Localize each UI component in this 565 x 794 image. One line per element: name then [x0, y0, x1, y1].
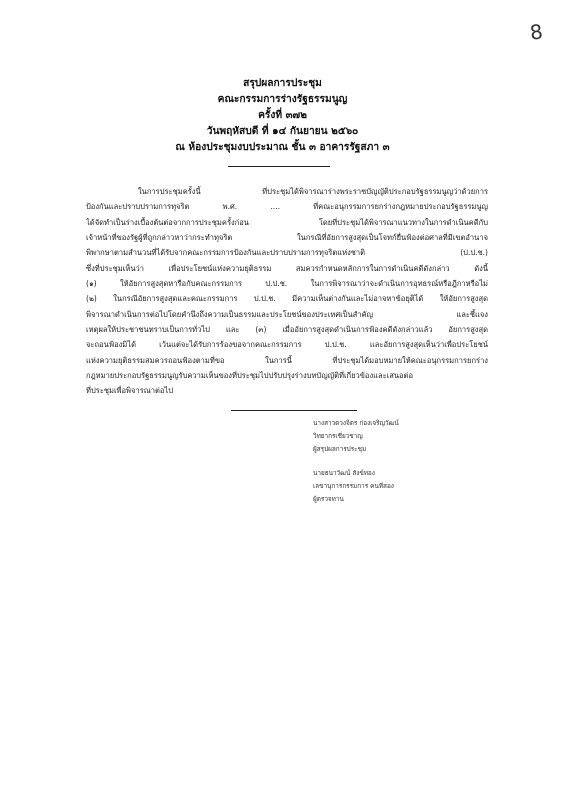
- body-line: (๒) ในกรณีอัยการสูงสุดและคณะกรรมการ ป.ป.ช. มีความเห็นต่างกันและไม่อาจหาข้อยุติได้ ให้อัยการสูงสุด: [86, 294, 488, 304]
- body-line: กฎหมายประกอบรัฐธรรมนูญรับความเห็นของที่ประชุมไปปรับปรุงร่างบทบัญญัติที่เกี่ยวข้องและเสนอต่อ: [86, 371, 413, 381]
- body-line: พิจารณาดำเนินการต่อไปโดยคำนึงถึงความเป็นธรรมและประโยชน์ของประเทศเป็นสำคัญ และชี้แจง: [86, 309, 488, 319]
- header-divider: [228, 166, 330, 167]
- body-line: เจ้าหน้าที่ของรัฐผู้ที่ถูกกล่าวหาว่ากระทำทุจริต ในกรณีที่อัยการสูงสุดเป็นโจทก์ยื่นฟ้องต่อศาลที่มีเขตอำนาจ: [86, 233, 488, 243]
- signer-position: วิทยากรเชี่ยวชาญ: [313, 432, 363, 441]
- document-header: [0, 76, 565, 156]
- body-line: ซึ่งที่ประชุมเห็นว่า เพื่อประโยชน์แห่งความยุติธรรม สมควรกำหนดหลักการในการดำเนินคดีดังกล่าว ดังนี้: [86, 263, 488, 273]
- meeting-venue: ณ ห้องประชุมงบประมาณ ชั้น ๓ อาคารรัฐสภา ๓: [175, 142, 390, 153]
- signature-divider: [231, 410, 357, 411]
- session-number: ครั้งที่ ๓๗๒: [258, 110, 307, 121]
- page-number-mark: 8: [528, 19, 545, 45]
- signer-role: ผู้สรุปผลการประชุม: [313, 445, 367, 454]
- body-line: (๑) ให้อัยการสูงสุดหารือกับคณะกรรมการ ป.ป.ช. ในการพิจารณาว่าจะดำเนินการอุทธรณ์หรือฎีกาหรือไม่: [86, 279, 488, 289]
- signer-name: นายธนาวัฒน์ สังข์ทอง: [313, 469, 375, 477]
- meeting-date: วันพฤหัสบดี ที่ ๑๔ กันยายน ๒๕๖๐: [206, 126, 359, 137]
- document-title: สรุปผลการประชุม: [243, 78, 322, 89]
- signature-block-summarizer: [313, 417, 399, 457]
- signer-role: ผู้ตรวจทาน: [313, 495, 344, 504]
- body-line: จะถอนฟ้องมิได้ เว้นแต่จะได้รับการร้องขอจากคณะกรรมการ ป.ป.ช. และอัยการสูงสุดเห็นว่าเพื่อประโยชน์: [86, 340, 488, 350]
- signer-position: เลขานุการกรรมการ คนที่สอง: [313, 482, 394, 491]
- body-line: ในการประชุมครั้งนี้ ที่ประชุมได้พิจารณาร่างพระราชบัญญัติประกอบรัฐธรรมนูญว่าด้วยการ: [138, 187, 488, 196]
- summary-body: [86, 184, 488, 399]
- body-line: พิพากษาตามสำนวนที่ได้รับจากคณะกรรมการป้องกันและปราบปรามการทุจริตแห่งชาติ (ป.ป.ช.): [86, 248, 488, 258]
- body-line: ได้จัดทำเป็นร่างเบื้องต้นต่อจากการประชุมครั้งก่อน โดยที่ประชุมได้พิจารณาแนวทางในการดำเนินคดีกับ: [86, 217, 488, 227]
- body-line: แห่งความยุติธรรมสมควรถอนฟ้องตามที่ขอ ในการนี้ ที่ประชุมได้มอบหมายให้คณะอนุกรรมการยกร่าง: [86, 355, 488, 365]
- body-line: เหตุผลให้ประชาชนทราบเป็นการทั่วไป และ (๓) เมื่ออัยการสูงสุดดำเนินการฟ้องคดีดังกล่าวแล้ว อัยการสูงสุด: [86, 325, 488, 335]
- signature-block-reviewer: [313, 467, 394, 507]
- committee-name: คณะกรรมการร่างรัฐธรรมนูญ: [217, 94, 348, 105]
- signer-name: นางสาวดวงจิตร ก่องเจริญวัฒน์: [313, 419, 399, 427]
- body-line: ที่ประชุมเพื่อพิจารณาต่อไป: [86, 386, 174, 396]
- body-line: ป้องกันและปราบปรามการทุจริต พ.ศ. .... ที่คณะอนุกรรมการยกร่างกฎหมายประกอบรัฐธรรมนูญ: [86, 202, 488, 212]
